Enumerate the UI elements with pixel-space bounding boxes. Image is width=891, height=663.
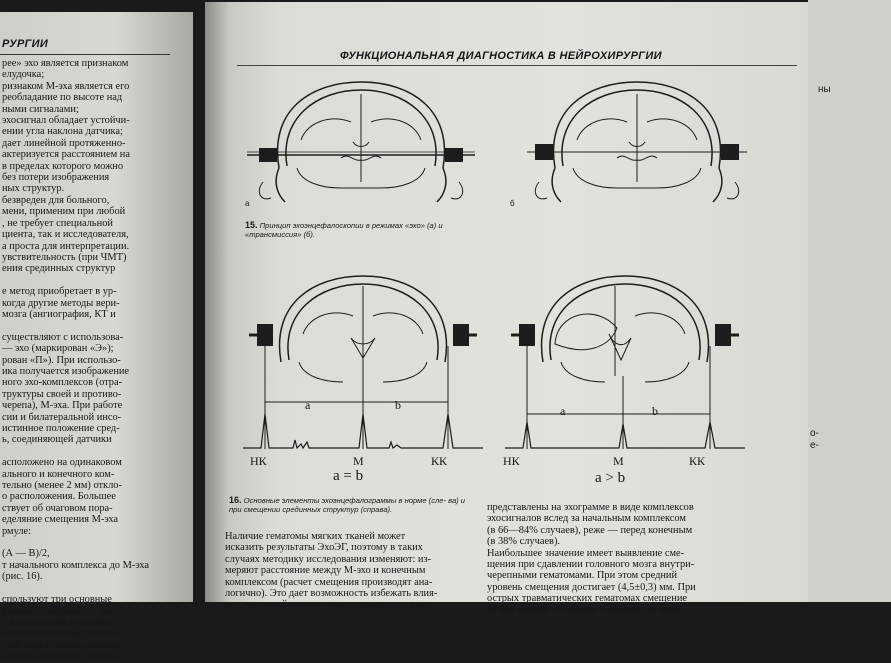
edge-page	[808, 0, 891, 602]
figure-15-caption-text: Принцип эхоэнцефалоскопии в режимах «эхо» (а) и «трансмиссия» (б).	[245, 221, 443, 239]
left-body-text-line: е в отношении очаговых	[2, 616, 111, 628]
right-column-left-line: ния наружной гематомы на результат, так как	[225, 599, 426, 611]
left-body-text-line: ных структур.	[2, 183, 65, 195]
right-column-left-line: исказить результаты ЭхоЭГ, поэтому в таких	[225, 542, 423, 554]
right-column-left-line: случаях методику исследования изменяют: из-	[225, 553, 432, 565]
right-column-right-line: представлены на эхограмме в виде комплексов	[487, 502, 694, 513]
left-body-text-line: без потери изображения	[2, 172, 110, 184]
fig16-left-a-label: a	[305, 398, 311, 412]
left-body-text-line: височно-теменных, темен-	[2, 628, 120, 640]
figure-15a-label: а	[245, 199, 250, 208]
fig16-right-m-label: М	[613, 454, 624, 468]
right-column-right-line: М-эха зависит от объема гематомы, ее лока-	[487, 604, 682, 616]
left-body-text-line: увствительность (при ЧМТ)	[2, 251, 127, 263]
left-body-text-line: ь, соединяющей датчики	[2, 434, 112, 446]
right-column-right-line: щения при сдавлении головного мозга внутри-	[487, 559, 695, 571]
left-body-text-line	[2, 537, 149, 548]
left-body-text-line: ризнаком М-эха является его	[2, 80, 130, 92]
left-body-text-line: актеризуется расстоянием на	[2, 149, 130, 161]
left-body-text-line: труктуры своей и противо-	[2, 388, 122, 400]
left-body-text-line: черепа), М-эха. При работе	[2, 400, 123, 412]
left-body-text-line: ного эхо-комплексов (отра-	[2, 377, 123, 389]
figure-15b-skull-diagram	[517, 70, 757, 215]
fig16-right-kk-label: КК	[689, 454, 706, 468]
figure-16-caption-text: Основные элементы эхоэнцефалограммы в норме (сле- ва) и при смещении срединных структур (справа).	[229, 496, 466, 514]
left-body-text	[2, 58, 149, 663]
right-column-right-line: уровень смещения достигает (4,5±0,3) мм. При	[487, 581, 696, 593]
left-body-text-line: циента, так и исследователя,	[2, 229, 129, 241]
left-head-rule	[0, 54, 170, 55]
left-body-text-line: мозга (ангиография, КТ и	[2, 308, 116, 320]
left-body-text-line: ального и конечного ком-	[2, 468, 115, 480]
left-body-text-line: еделяние смещения М-эха	[2, 514, 119, 526]
fig16-right-b-label: b	[652, 404, 658, 418]
left-body-text-line: реобладание по высоте над	[2, 92, 123, 104]
left-body-text-line: ения срединных структур	[2, 263, 116, 275]
edge-fragment-3: е-	[810, 440, 819, 451]
fig16-right-a-label: a	[560, 404, 566, 418]
left-body-text-line: в пределах которого можно	[2, 160, 124, 172]
left-body-text-line	[2, 275, 149, 286]
edge-fragment-2: о-	[810, 428, 819, 439]
figure-15-caption	[245, 221, 495, 239]
left-body-text-line: эхосигнал обладает устойчи-	[2, 115, 130, 127]
fig16-right-formula: a > b	[595, 470, 626, 486]
right-column-left-line: логично). Это дает возможность избежать влия-	[225, 588, 438, 600]
right-column-left-line: меряют расстояние между М-эхо и конечным	[225, 565, 426, 577]
fig16-left-nk-label: НК	[250, 454, 267, 468]
right-page-column-left	[225, 531, 437, 611]
figure-16-right-diagram	[505, 264, 745, 454]
left-body-text-line: истинное положение сред-	[2, 423, 120, 434]
left-body-text-line: о расположения. Большее	[2, 491, 116, 503]
right-column-right-line: Наибольшее значение имеет выявление сме-	[487, 547, 685, 559]
left-page	[0, 12, 193, 663]
left-body-text-line: существляют с использова-	[2, 331, 124, 343]
figure-15-number: 15.	[245, 220, 258, 230]
left-body-text-line: е метод приобретает в ур-	[2, 286, 117, 298]
left-body-text-line: асположено на одинаковом	[2, 457, 122, 469]
left-body-text-line: — эхо (маркирован «Э»);	[2, 343, 114, 355]
left-body-text-line: спользуют три основные	[2, 594, 112, 606]
left-body-text-line: рован «П»). При использо-	[2, 354, 121, 366]
left-body-text-line: (рис. 16).	[2, 571, 43, 583]
left-body-text-line: , не требует специальной	[2, 217, 113, 229]
left-body-text-line: мени, применим при любой	[2, 206, 126, 218]
left-body-text-line: редиюю и заднюю,— наи-	[2, 605, 119, 617]
right-column-right-line: черепными гематомами. При этом средний	[487, 570, 678, 582]
right-column-right-line: (в 66—84% случаев), реже — перед конечным	[487, 524, 693, 536]
left-body-text-line: образно начинать с височ-	[2, 651, 118, 663]
figure-16-caption	[229, 496, 475, 514]
figure-16-left-diagram	[243, 264, 483, 454]
right-column-left-line: Наличие гематомы мягких тканей может	[225, 531, 406, 542]
left-body-text-line	[2, 583, 149, 594]
right-page	[205, 2, 808, 616]
left-running-head: РУРГИИ	[2, 38, 49, 50]
left-body-text-line: а проста для интерпретации.	[2, 240, 130, 252]
right-column-left-line: комплексом (расчет смещения производят ана-	[225, 576, 433, 588]
fig16-left-formula: a = b	[333, 468, 364, 484]
figure-16-number: 16.	[229, 495, 242, 505]
left-body-text-line: тельно (менее 2 мм) откло-	[2, 480, 122, 492]
left-body-text-line: безвреден для больного,	[2, 194, 110, 206]
left-body-text-line: реe» эхо является признаком	[2, 58, 129, 69]
left-body-text-line: ствует об очаговом пора-	[2, 502, 113, 514]
right-column-right-line: острых травматических гематомах смещение	[487, 593, 688, 605]
left-body-text-line: елудочка;	[2, 69, 45, 81]
left-body-text-line: сии и билатеральной инсо-	[2, 411, 122, 423]
left-body-text-line	[2, 320, 149, 331]
left-body-text-line: т начального комплекса до М-эха	[2, 559, 149, 571]
fig16-left-m-label: М	[353, 454, 364, 468]
right-column-right-line: (в 38% случаев).	[487, 536, 561, 548]
fig16-right-nk-label: НК	[503, 454, 520, 468]
right-running-head: ФУНКЦИОНАЛЬНАЯ ДИАГНОСТИКА В НЕЙРОХИРУРГИИ	[340, 50, 662, 62]
left-body-text-line: дает линейной протяженно-	[2, 137, 126, 149]
right-head-rule	[237, 65, 797, 66]
figure-15a-skull-diagram	[241, 70, 481, 215]
left-body-text-line: рмуле:	[2, 525, 32, 537]
left-body-text-line: ении угла наклона датчика;	[2, 126, 123, 138]
left-body-text-line	[2, 446, 149, 457]
figure-15b-label: б	[510, 199, 515, 208]
right-column-right-line: эхосигналов вслед за начальным комплексом	[487, 513, 686, 525]
left-body-text-line: когда другие методы вери-	[2, 297, 120, 309]
left-body-text-line: (А — В)/2,	[2, 548, 50, 560]
edge-fragment-1: ны	[818, 84, 831, 95]
right-page-column-right	[487, 502, 696, 616]
left-body-text-line: ика получается изображение	[2, 365, 130, 377]
left-body-text-line: стей мозга соответственно.	[2, 639, 123, 651]
fig16-left-kk-label: КК	[431, 454, 448, 468]
fig16-left-b-label: b	[395, 398, 401, 412]
left-body-text-line: ными сигналами;	[2, 103, 79, 115]
